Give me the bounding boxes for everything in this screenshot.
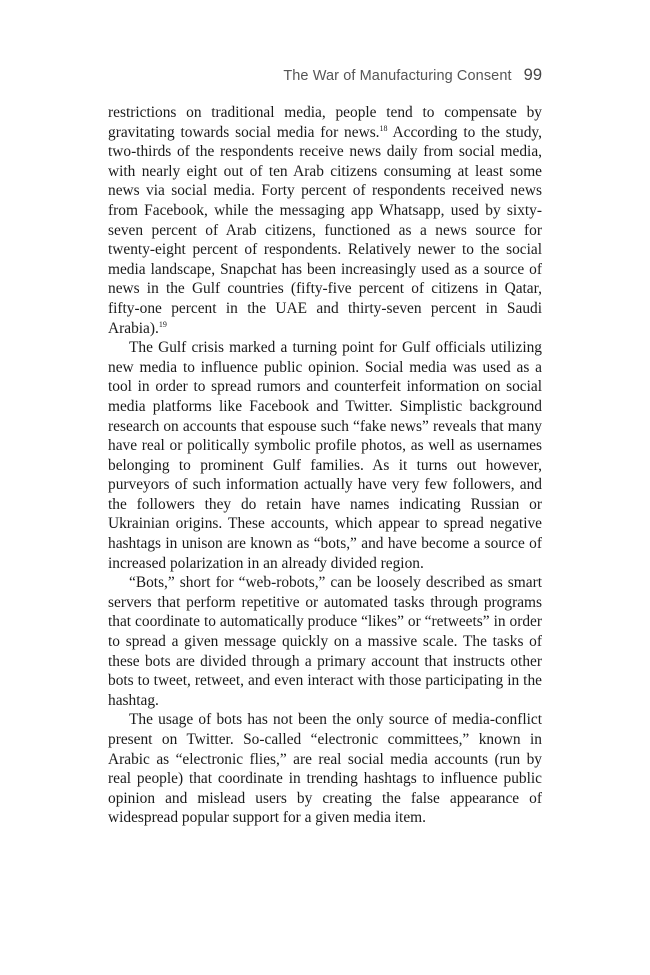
footnote-ref-18: 18 [379,123,388,133]
paragraph-electronic-committees: The usage of bots has not been the only source of media-conflict present on Twitter. So-called “electronic committees,” known in Arabic as “electronic flies,” are real social media accounts (run by real people) that coordinate in trending hashtags to influence public opinion and mislead users by creating the false appearance of widespread popular support for a given media item. [108,711,542,827]
paragraph-bots: “Bots,” short for “web-robots,” can be loosely described as smart servers that perform repetitive or automated tasks through programs that coordinate to automatically produce “likes” or “retweets” in order to spread a given message quickly on a massive scale. The tasks of these bots are divided through a primary account that instructs other bots to tweet, retweet, and even interact with those participating in the hashtag. [108,574,542,709]
running-header [283,66,542,85]
body-text [108,103,542,828]
paragraph-text: restrictions on traditional media, people tend to compensate by gravitating towards social media for news. [108,104,542,141]
page-number: 99 [523,66,542,84]
footnote-ref-19: 19 [158,319,167,329]
paragraph-text: According to the study, two-thirds of the respondents receive news daily from social media, with nearly eight out of ten Arab citizens consuming at least some news via social media. Forty percent of respondents received news from Facebook, while the messaging app Whatsapp, used by sixty-seven percent of Arab citizens, functioned as a news source for twenty-eight percent of respondents. Relatively newer to the social media landscape, Snapchat has been increasingly used as a source of news in the Gulf countries (fifty-five percent of citizens in Qatar, fifty-one percent in the UAE and thirty-seven percent in Saudi Arabia). [108,123,542,337]
paragraph-gulf-crisis: The Gulf crisis marked a turning point for Gulf officials utilizing new media to influence public opinion. Social media was used as a tool in order to spread rumors and counterfeit information on social media platforms like Facebook and Twitter. Simplistic background research on accounts that espouse such “fake news” reveals that many have real or politically symbolic profile photos, as well as usernames belonging to prominent Gulf families. As it turns out however, purveyors of such information actually have very few followers, and the followers they do retain have names indicating Russian or Ukrainian origins. These accounts, which appear to spread negative hashtags in unison are known as “bots,” and have become a source of increased polarization in an already divided region. [108,339,542,572]
paragraph-continued [108,103,542,338]
running-title: The War of Manufacturing Consent [283,68,512,84]
